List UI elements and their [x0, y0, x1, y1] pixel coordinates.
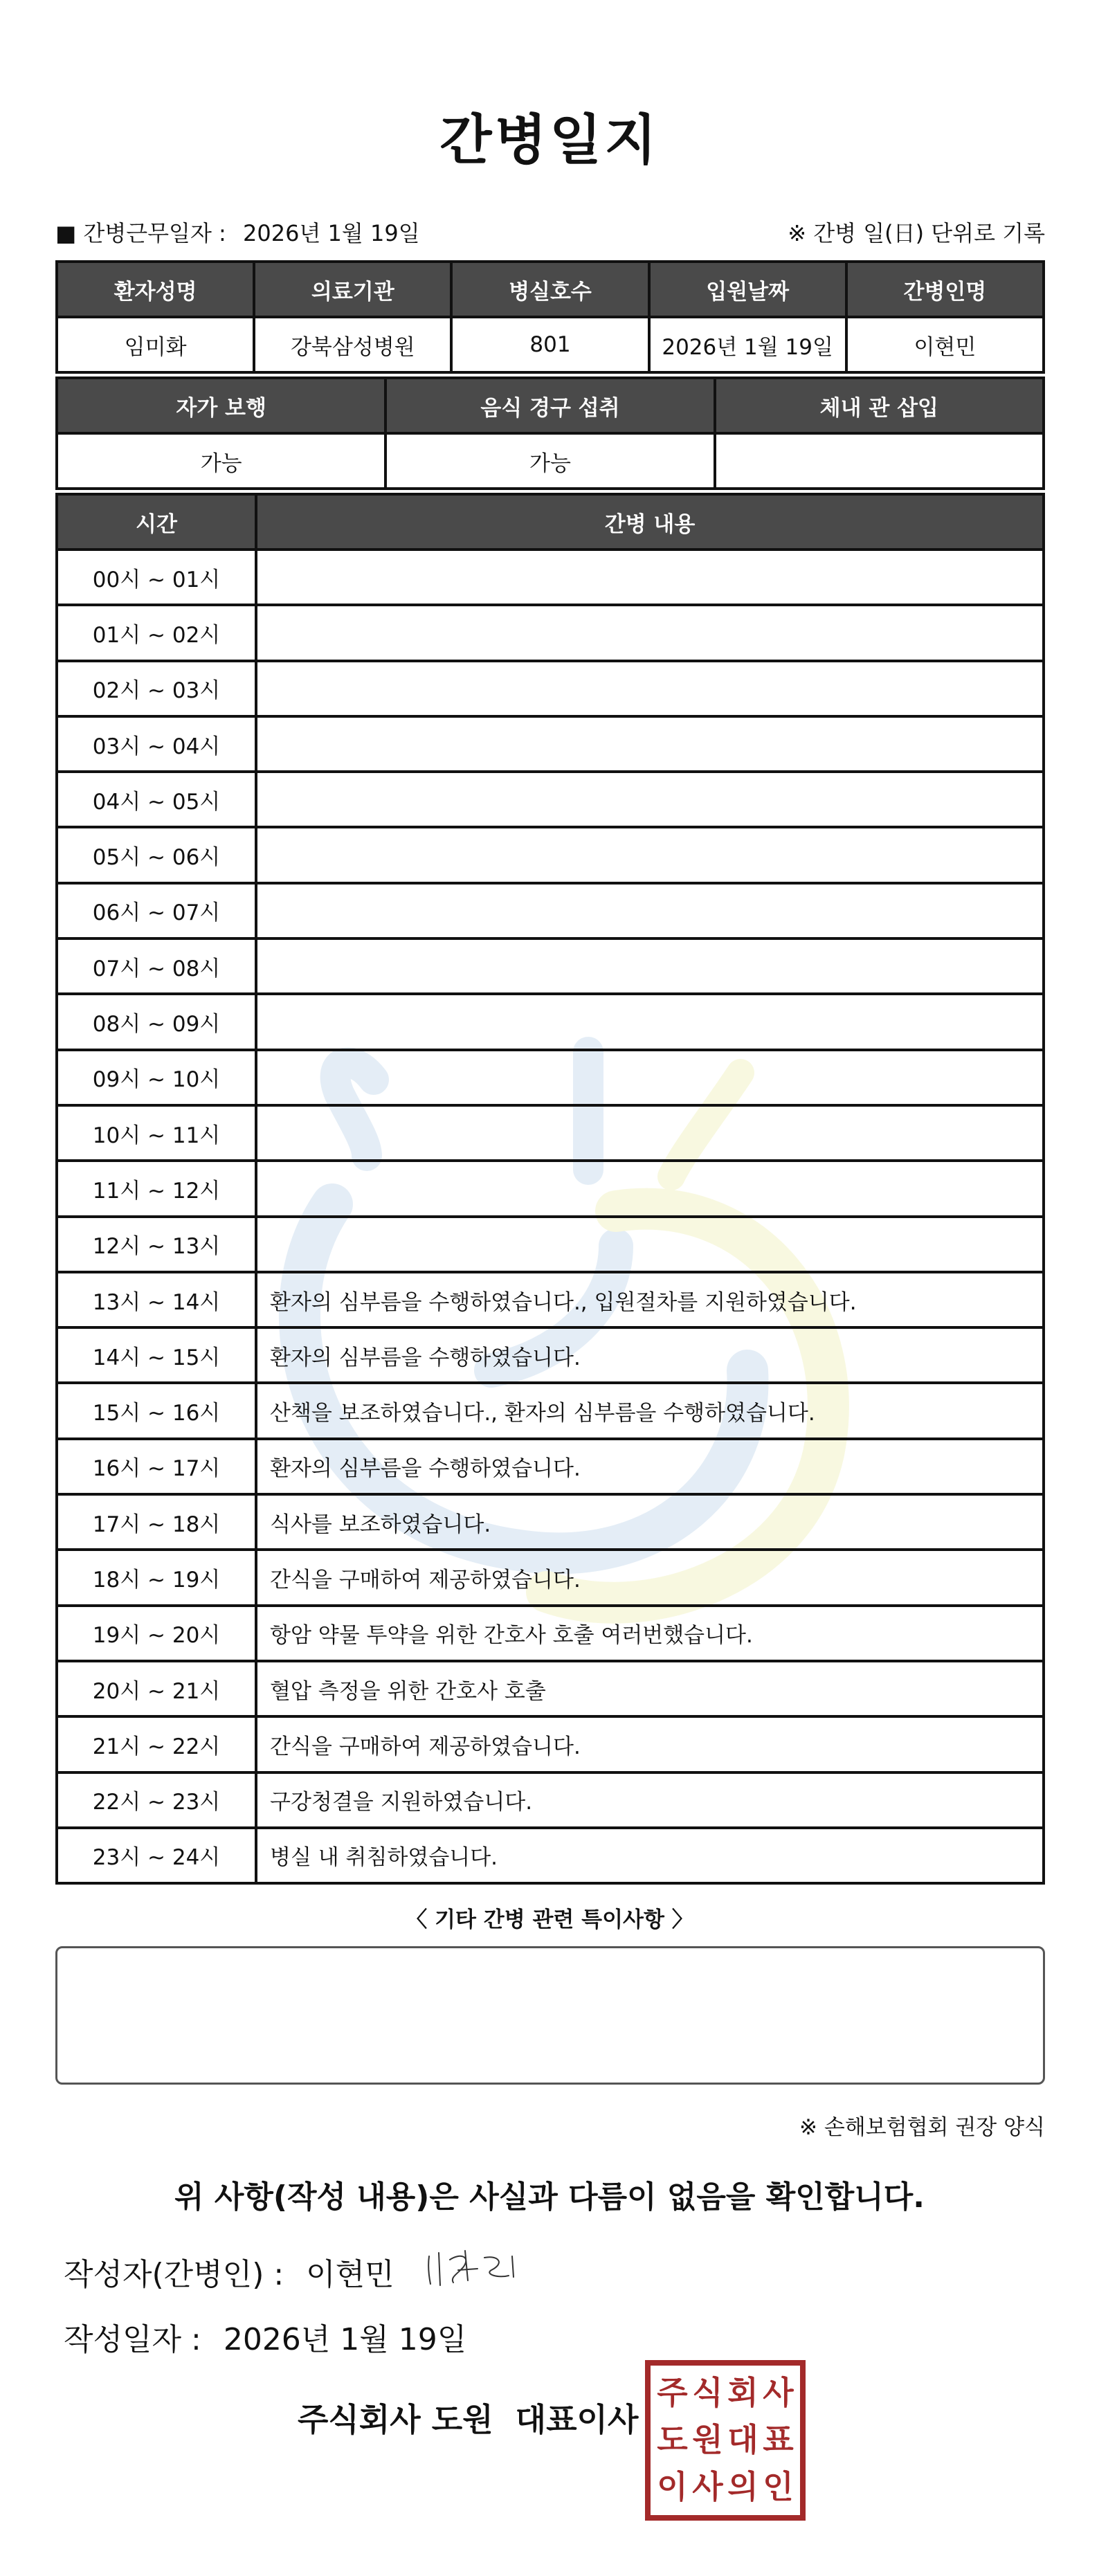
care-content-cell[interactable]: [256, 1050, 1044, 1105]
time-cell: 21시 ~ 22시: [57, 1716, 256, 1772]
time-cell: 07시 ~ 08시: [57, 938, 256, 994]
unit-note: ※ 간병 일(日) 단위로 기록: [788, 220, 1045, 246]
seal-char: 도: [657, 2421, 688, 2458]
table-row: [57, 1772, 1044, 1828]
time-cell: 23시 ~ 24시: [57, 1828, 256, 1883]
seal-char: 원: [692, 2421, 723, 2458]
time-cell: 22시 ~ 23시: [57, 1772, 256, 1828]
seal-char: 이: [657, 2468, 688, 2505]
care-content-cell[interactable]: [256, 716, 1044, 772]
table-row: [57, 317, 1044, 372]
table-row: [57, 550, 1044, 605]
writer-name: 이현민: [306, 2257, 394, 2292]
time-cell: 20시 ~ 21시: [57, 1661, 256, 1716]
table-row: [57, 1606, 1044, 1661]
care-content-cell[interactable]: [256, 938, 1044, 994]
document-title: 간병일지: [439, 109, 660, 172]
table-row: [57, 1050, 1044, 1105]
table-row: [57, 716, 1044, 772]
seal-char: 회: [727, 2374, 759, 2411]
notes-heading: 〈 기타 간병 관련 특이사항 〉: [406, 1907, 693, 1932]
work-date: [55, 216, 420, 248]
care-content-cell[interactable]: [256, 550, 1044, 605]
table-row: [57, 827, 1044, 882]
time-cell: 08시 ~ 09시: [57, 994, 256, 1049]
header-cell: 간병인명: [846, 262, 1044, 317]
table-row: [57, 1383, 1044, 1438]
care-content-cell[interactable]: [256, 883, 1044, 938]
writer-row: [64, 2249, 394, 2294]
time-cell: 15시 ~ 16시: [57, 1383, 256, 1438]
table-row: [57, 605, 1044, 660]
header-cell: 음식 경구 섭취: [385, 378, 714, 433]
table-header-row: [57, 494, 1044, 550]
company-name: 주식회사 도원 대표이사: [298, 2401, 639, 2438]
time-cell: 11시 ~ 12시: [57, 1161, 256, 1216]
patient-status-table: [55, 377, 1045, 490]
header-cell: 체내 관 삽입: [715, 378, 1044, 433]
seal-char: 식: [692, 2374, 723, 2411]
table-row: [57, 661, 1044, 716]
care-content-cell[interactable]: 환자의 심부름을 수행하였습니다., 입원절차를 지원하였습니다.: [256, 1272, 1044, 1327]
seal-char: 사: [763, 2374, 794, 2411]
room-number-cell[interactable]: 801: [451, 317, 648, 372]
time-cell: 02시 ~ 03시: [57, 661, 256, 716]
table-row: [57, 433, 1044, 489]
time-cell: 00시 ~ 01시: [57, 550, 256, 605]
care-content-cell[interactable]: [256, 772, 1044, 827]
time-cell: 12시 ~ 13시: [57, 1217, 256, 1272]
time-cell: 13시 ~ 14시: [57, 1272, 256, 1327]
oral-intake-cell[interactable]: 가능: [385, 433, 714, 489]
care-content-cell[interactable]: 항암 약물 투약을 위한 간호사 호출 여러번했습니다.: [256, 1606, 1044, 1661]
header-cell: 자가 보행: [57, 378, 385, 433]
self-walking-cell[interactable]: 가능: [57, 433, 385, 489]
header-cell: 환자성명: [57, 262, 254, 317]
care-content-cell[interactable]: 산책을 보조하였습니다., 환자의 심부름을 수행하였습니다.: [256, 1383, 1044, 1438]
table-row: [57, 772, 1044, 827]
time-cell: 06시 ~ 07시: [57, 883, 256, 938]
care-content-cell[interactable]: 환자의 심부름을 수행하였습니다.: [256, 1439, 1044, 1494]
time-cell: 19시 ~ 20시: [57, 1606, 256, 1661]
care-log-body: [57, 550, 1044, 1883]
table-row: [57, 1661, 1044, 1716]
table-row: [57, 1217, 1044, 1272]
content-header: 간병 내용: [256, 494, 1044, 550]
time-cell: 14시 ~ 15시: [57, 1327, 256, 1383]
care-content-cell[interactable]: 병실 내 취침하였습니다.: [256, 1828, 1044, 1883]
patient-info-table: [55, 260, 1045, 374]
time-cell: 01시 ~ 02시: [57, 605, 256, 660]
care-content-cell[interactable]: [256, 827, 1044, 882]
form-note: ※ 손해보험협회 권장 양식: [799, 2115, 1045, 2140]
company-seal-stamp: [645, 2360, 806, 2521]
care-content-cell[interactable]: 식사를 보조하였습니다.: [256, 1494, 1044, 1550]
care-log-table: [55, 493, 1045, 1885]
tube-insertion-cell[interactable]: [715, 433, 1044, 489]
table-row: [57, 1327, 1044, 1383]
table-row: [57, 1161, 1044, 1216]
table-row: [57, 994, 1044, 1049]
time-cell: 10시 ~ 11시: [57, 1105, 256, 1161]
table-header-row: [57, 262, 1044, 317]
care-content-cell[interactable]: 혈압 측정을 위한 간호사 호출: [256, 1661, 1044, 1716]
table-header-row: [57, 378, 1044, 433]
table-row: [57, 1272, 1044, 1327]
seal-char: 표: [763, 2421, 794, 2458]
time-cell: 16시 ~ 17시: [57, 1439, 256, 1494]
table-row: [57, 1494, 1044, 1550]
table-row: [57, 883, 1044, 938]
admission-date-cell[interactable]: 2026년 1월 19일: [649, 317, 846, 372]
seal-char: 인: [763, 2468, 794, 2505]
seal-characters: [655, 2370, 796, 2511]
table-row: [57, 1105, 1044, 1161]
time-cell: 03시 ~ 04시: [57, 716, 256, 772]
work-date-row: [55, 216, 1045, 251]
seal-char: 의: [727, 2468, 759, 2505]
written-date-label: 작성일자 :: [64, 2322, 201, 2357]
care-content-cell[interactable]: [256, 605, 1044, 660]
header-cell: 입원날짜: [649, 262, 846, 317]
time-header: 시간: [57, 494, 256, 550]
signature-image: [422, 2242, 547, 2291]
seal-char: 대: [727, 2421, 759, 2458]
care-content-cell[interactable]: 구강청결을 지원하였습니다.: [256, 1772, 1044, 1828]
header-cell: 병실호수: [451, 262, 648, 317]
care-content-cell[interactable]: 간식을 구매하여 제공하였습니다.: [256, 1716, 1044, 1772]
work-date-label: ■ 간병근무일자 :: [55, 220, 226, 246]
writer-label: 작성자(간병인) :: [64, 2257, 284, 2292]
seal-char: 사: [692, 2468, 723, 2505]
time-cell: 09시 ~ 10시: [57, 1050, 256, 1105]
care-content-cell[interactable]: [256, 994, 1044, 1049]
confirmation-statement: 위 사항(작성 내용)은 사실과 다름이 없음을 확인합니다.: [174, 2179, 925, 2215]
table-row: [57, 1439, 1044, 1494]
seal-char: 주: [657, 2374, 688, 2411]
time-cell: 18시 ~ 19시: [57, 1550, 256, 1605]
time-cell: 04시 ~ 05시: [57, 772, 256, 827]
work-date-value: 2026년 1월 19일: [243, 220, 420, 246]
table-row: [57, 1716, 1044, 1772]
care-content-cell[interactable]: [256, 1105, 1044, 1161]
table-row: [57, 1550, 1044, 1605]
written-date-value: 2026년 1월 19일: [223, 2322, 467, 2357]
header-cell: 의료기관: [254, 262, 451, 317]
care-content-cell[interactable]: 간식을 구매하여 제공하였습니다.: [256, 1550, 1044, 1605]
hospital-cell[interactable]: 강북삼성병원: [254, 317, 451, 372]
written-date-row: [64, 2314, 466, 2359]
caregiver-name-cell[interactable]: 이현민: [846, 317, 1044, 372]
patient-name-cell[interactable]: 임미화: [57, 317, 254, 372]
care-content-cell[interactable]: [256, 661, 1044, 716]
care-content-cell[interactable]: [256, 1161, 1044, 1216]
care-content-cell[interactable]: 환자의 심부름을 수행하였습니다.: [256, 1327, 1044, 1383]
notes-box[interactable]: [55, 1946, 1045, 2085]
table-row: [57, 1828, 1044, 1883]
time-cell: 17시 ~ 18시: [57, 1494, 256, 1550]
table-row: [57, 938, 1044, 994]
care-content-cell[interactable]: [256, 1217, 1044, 1272]
time-cell: 05시 ~ 06시: [57, 827, 256, 882]
